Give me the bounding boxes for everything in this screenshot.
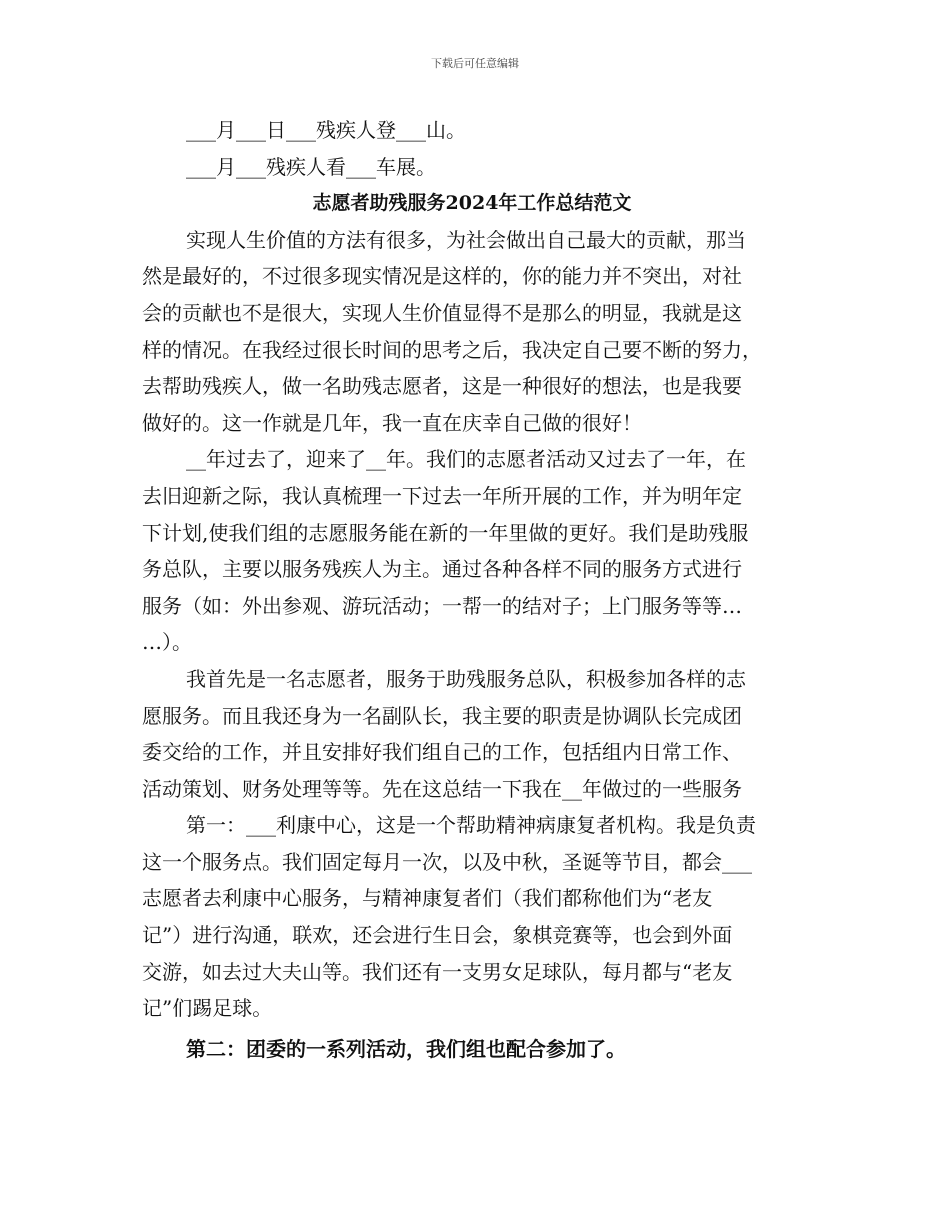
intro-line: ___月___日___残疾人登___山。 bbox=[186, 118, 466, 142]
paragraph-line: 第一：___利康中心，这是一个帮助精神病康复者机构。我是负责 bbox=[186, 813, 756, 838]
paragraph-line: 服务（如：外出参观、游玩活动；一帮一的结对子；上门服务等等… bbox=[142, 593, 742, 618]
page-header: 下载后可任意编辑 bbox=[431, 57, 519, 70]
paragraph-line: 记”们踢足球。 bbox=[142, 996, 273, 1021]
paragraph-line: 这一个服务点。我们固定每月一次，以及中秋，圣诞等节目，都会___ bbox=[142, 849, 752, 874]
paragraph-5 bbox=[142, 1031, 802, 1068]
paragraph-line: 记”）进行沟通，联欢，还会进行生日会，象棋竞赛等，也会到外面 bbox=[142, 923, 733, 948]
paragraph-4 bbox=[142, 807, 802, 1027]
paragraph-line: 活动策划、财务处理等等。先在这总结一下我在__年做过的一些服务 bbox=[142, 776, 742, 801]
section-heading: 第二：团委的一系列活动，我们组也配合参加了。 bbox=[186, 1036, 626, 1061]
paragraph-line: 下计划,使我们组的志愿服务能在新的一年里做的更好。我们是助残服 bbox=[142, 520, 749, 545]
paragraph-line: 我首先是一名志愿者，服务于助残服务总队，积极参加各样的志 bbox=[186, 666, 746, 691]
paragraph-line: 愿服务。而且我还身为一名副队长，我主要的职责是协调队长完成团 bbox=[142, 703, 742, 728]
paragraph-line: 会的贡献也不是很大，实现人生价值显得不是那么的明显，我就是这 bbox=[142, 300, 742, 325]
paragraph-line: 实现人生价值的方法有很多，为社会做出自己最大的贡献，那当 bbox=[186, 227, 746, 252]
paragraph-line: 委交给的工作，并且安排好我们组自己的工作，包括组内日常工作、 bbox=[142, 740, 742, 765]
paragraph-line: __年过去了，迎来了__年。我们的志愿者活动又过去了一年，在 bbox=[186, 447, 746, 472]
paragraph-line: 志愿者去利康中心服务，与精神康复者们（我们都称他们为“老友 bbox=[142, 886, 713, 911]
paragraph-line: 交游，如去过大夫山等。我们还有一支男女足球队，每月都与“老友 bbox=[142, 959, 733, 984]
document-title: 志愿者助残服务2024年工作总结范文 bbox=[312, 192, 632, 215]
paragraph-line: …）。 bbox=[142, 630, 192, 655]
paragraph-3 bbox=[142, 661, 802, 807]
document-body bbox=[142, 112, 802, 1067]
paragraph-line: 务总队，主要以服务残疾人为主。通过各种各样不同的服务方式进行 bbox=[142, 557, 742, 582]
paragraph-line: 去帮助残疾人，做一名助残志愿者，这是一种很好的想法，也是我要 bbox=[142, 374, 742, 399]
paragraph-line: 做好的。这一作就是几年，我一直在庆幸自己做的很好！ bbox=[142, 410, 642, 435]
paragraph-line: 去旧迎新之际，我认真梳理一下过去一年所开展的工作，并为明年定 bbox=[142, 483, 742, 508]
paragraph-line: 然是最好的，不过很多现实情况是这样的，你的能力并不突出，对社 bbox=[142, 264, 742, 289]
intro-line: ___月___残疾人看___车展。 bbox=[186, 154, 436, 179]
paragraph-2 bbox=[142, 441, 802, 661]
paragraph-1 bbox=[142, 222, 802, 442]
paragraph-line: 样的情况。在我经过很长时间的思考之后，我决定自己要不断的努力， bbox=[142, 337, 762, 362]
